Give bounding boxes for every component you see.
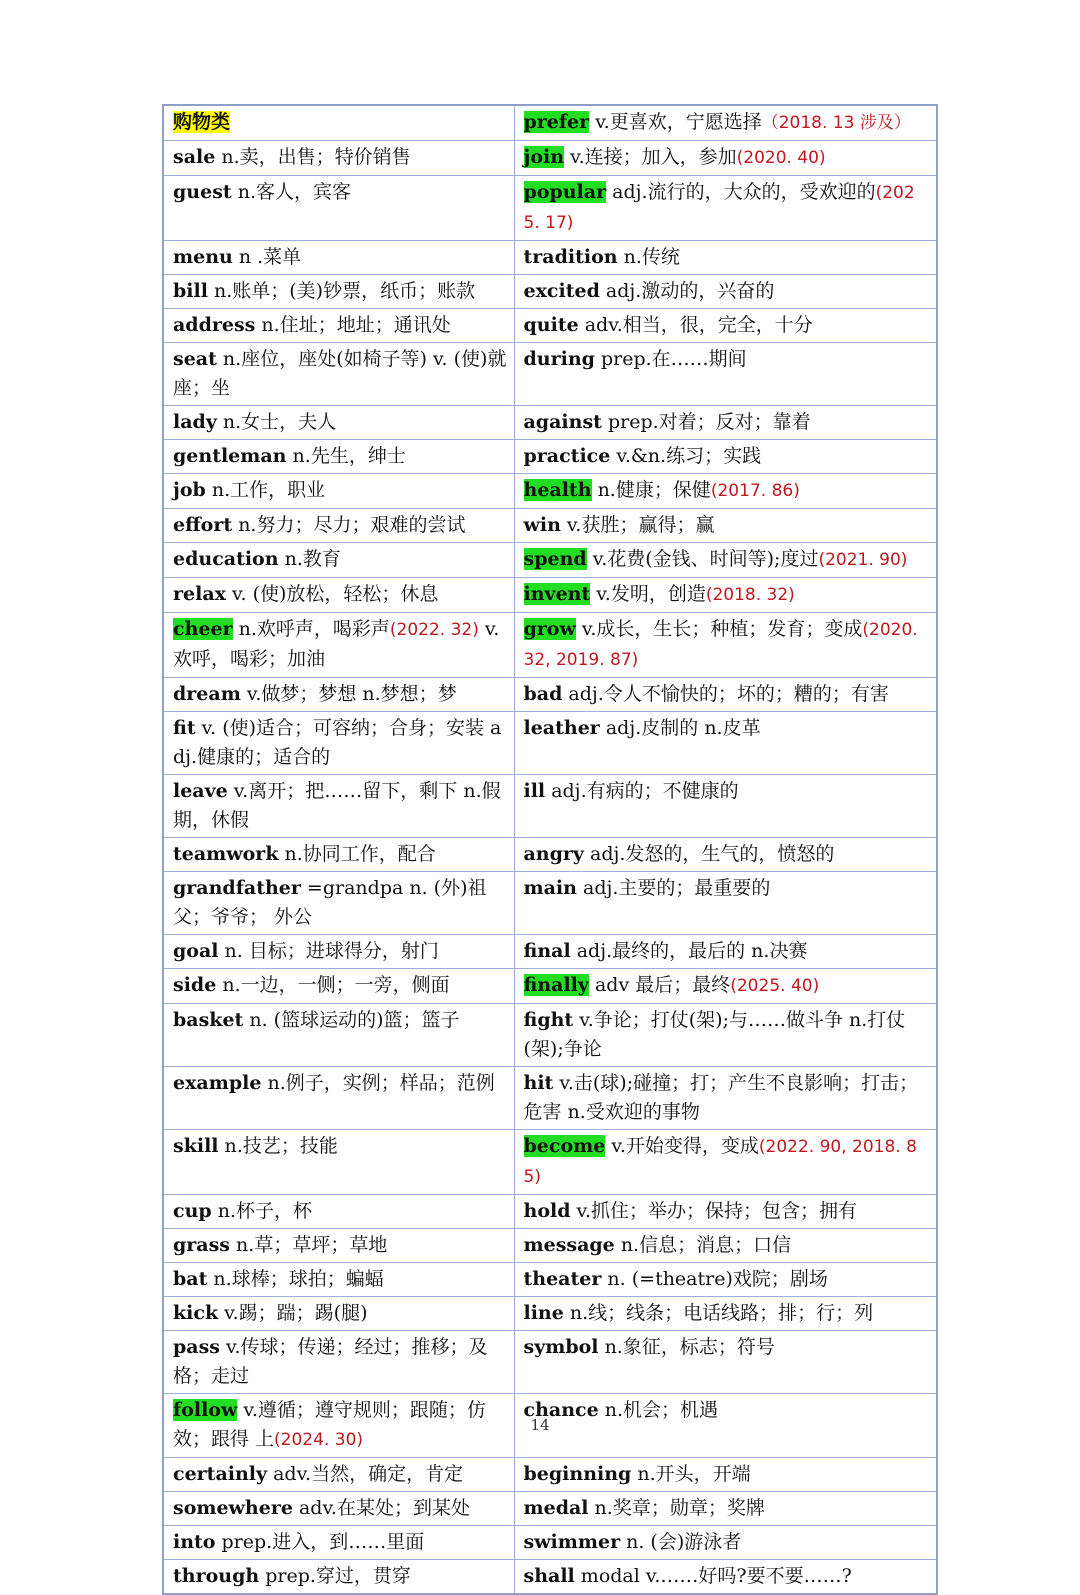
table-row bbox=[163, 241, 937, 275]
exam-reference: （2018. 13 涉及） bbox=[761, 113, 911, 133]
vocab-definition: n.信息；消息；口信 bbox=[614, 1234, 792, 1256]
vocab-definition: n.开头，开端 bbox=[631, 1463, 751, 1485]
vocab-definition: v.传球；传递；经过；推移；及格；走过 bbox=[173, 1336, 488, 1387]
vocab-entry-cell bbox=[514, 775, 937, 838]
vocab-word: symbol bbox=[523, 1336, 599, 1358]
highlighted-term: spend bbox=[523, 548, 587, 570]
vocab-entry-cell bbox=[514, 509, 937, 543]
table-row bbox=[163, 775, 937, 838]
vocab-entry-cell bbox=[514, 935, 937, 969]
vocab-word: line bbox=[523, 1302, 564, 1324]
vocab-definition: n. (=theatre)戏院；剧场 bbox=[601, 1268, 828, 1290]
vocab-definition: v.&n.练习；实践 bbox=[610, 445, 762, 467]
exam-reference: (2021. 90) bbox=[818, 550, 908, 570]
vocab-word: theater bbox=[523, 1268, 602, 1290]
exam-reference: (2020. 32, 2019. 87) bbox=[523, 620, 918, 670]
vocab-entry-cell bbox=[514, 1067, 937, 1130]
vocab-definition: n.技艺；技能 bbox=[218, 1135, 338, 1157]
exam-reference: (2022. 90, 2018. 85) bbox=[523, 1137, 917, 1187]
vocab-entry-cell bbox=[514, 613, 937, 678]
table-row bbox=[163, 543, 937, 578]
vocab-definition: n.座位，座处(如椅子等) v. (使)就座；坐 bbox=[173, 348, 507, 399]
vocab-definition: n.机会；机遇 bbox=[598, 1399, 718, 1421]
vocab-word: message bbox=[523, 1234, 615, 1256]
table-row bbox=[163, 838, 937, 872]
table-row bbox=[163, 1331, 937, 1394]
vocab-entry-cell bbox=[514, 343, 937, 406]
vocab-definition: v. (使)适合；可容纳；合身；安装 adj.健康的；适合的 bbox=[173, 717, 502, 768]
vocab-word: pass bbox=[173, 1336, 220, 1358]
vocab-definition: v.发明，创造 bbox=[590, 583, 706, 605]
vocab-word: guest bbox=[173, 181, 232, 203]
vocab-definition: modal v.……好吗?要不要……? bbox=[574, 1565, 852, 1587]
vocab-definition: v. (使)放松，轻松；休息 bbox=[225, 583, 439, 605]
vocab-definition: prep.穿过，贯穿 bbox=[259, 1565, 411, 1587]
vocab-word: swimmer bbox=[523, 1531, 621, 1553]
vocab-definition: n.住址；地址；通讯处 bbox=[255, 314, 451, 336]
vocab-entry-cell bbox=[163, 1195, 514, 1229]
vocab-entry-cell bbox=[514, 1263, 937, 1297]
table-row bbox=[163, 935, 937, 969]
vocab-definition: n. (会)游泳者 bbox=[620, 1531, 742, 1553]
vocab-definition: adv.当然，确定，肯定 bbox=[267, 1463, 464, 1485]
vocab-word: address bbox=[173, 314, 256, 336]
highlighted-term: grow bbox=[523, 618, 576, 640]
vocab-word: job bbox=[173, 479, 206, 501]
vocab-definition: adj.发怒的，生气的，愤怒的 bbox=[583, 843, 835, 865]
vocab-word: seat bbox=[173, 348, 217, 370]
vocab-definition: v.抓住；举办；保持；包含；拥有 bbox=[570, 1200, 858, 1222]
vocab-entry-cell bbox=[514, 176, 937, 241]
vocab-entry-cell bbox=[163, 1526, 514, 1560]
table-row bbox=[163, 406, 937, 440]
vocab-entry-cell bbox=[163, 141, 514, 176]
vocab-word: grandfather bbox=[173, 877, 301, 899]
vocab-entry-cell bbox=[514, 969, 937, 1004]
exam-reference: (2020. 40) bbox=[736, 148, 826, 168]
table-row bbox=[163, 309, 937, 343]
vocab-entry-cell bbox=[163, 509, 514, 543]
highlighted-term: health bbox=[523, 479, 592, 501]
vocab-word: quite bbox=[523, 314, 579, 336]
page-number: 14 bbox=[530, 1416, 550, 1434]
vocab-word: chance bbox=[523, 1399, 599, 1421]
vocab-entry-cell bbox=[163, 969, 514, 1004]
vocab-definition: adv.在某处；到某处 bbox=[292, 1497, 470, 1519]
vocab-entry-cell bbox=[514, 1458, 937, 1492]
vocab-definition: adj.最终的，最后的 n.决赛 bbox=[570, 940, 808, 962]
table-row bbox=[163, 176, 937, 241]
vocab-definition: n.客人，宾客 bbox=[231, 181, 351, 203]
vocab-word: fight bbox=[523, 1009, 574, 1031]
vocab-definition: adj.有病的；不健康的 bbox=[545, 780, 739, 802]
vocab-entry-cell bbox=[514, 1229, 937, 1263]
table-row bbox=[163, 1297, 937, 1331]
table-row bbox=[163, 1229, 937, 1263]
vocab-entry-cell bbox=[163, 935, 514, 969]
vocab-word: shall bbox=[523, 1565, 575, 1587]
vocab-word: relax bbox=[173, 583, 226, 605]
vocab-entry-cell bbox=[514, 275, 937, 309]
vocab-word: bad bbox=[523, 683, 563, 705]
table-row bbox=[163, 872, 937, 935]
vocab-entry-cell bbox=[163, 578, 514, 613]
vocab-definition: v.开始变得，变成 bbox=[605, 1135, 759, 1157]
vocab-entry-cell bbox=[514, 1492, 937, 1526]
vocab-word: dream bbox=[173, 683, 241, 705]
vocab-entry-cell bbox=[514, 1195, 937, 1229]
vocab-entry-cell bbox=[514, 838, 937, 872]
vocab-entry-cell bbox=[514, 105, 937, 141]
vocab-definition: n.女士，夫人 bbox=[216, 411, 337, 433]
vocab-definition: adj.令人不愉快的；坏的；糟的；有害 bbox=[562, 683, 889, 705]
table-row bbox=[163, 613, 937, 678]
vocab-definition: n.工作，职业 bbox=[205, 479, 326, 501]
vocab-word: leather bbox=[523, 717, 600, 739]
vocab-word: kick bbox=[173, 1302, 219, 1324]
highlighted-term: invent bbox=[523, 583, 591, 605]
vocab-definition: prep.进入，到……里面 bbox=[215, 1531, 425, 1553]
vocab-entry-cell bbox=[163, 712, 514, 775]
vocab-entry-cell bbox=[514, 1297, 937, 1331]
vocab-entry-cell bbox=[514, 406, 937, 440]
vocab-entry-cell bbox=[163, 838, 514, 872]
table-row bbox=[163, 509, 937, 543]
table-row bbox=[163, 1067, 937, 1130]
vocab-entry-cell bbox=[163, 1004, 514, 1067]
vocab-definition: adj.流行的，大众的，受欢迎的 bbox=[606, 181, 876, 203]
vocab-entry-cell bbox=[163, 1560, 514, 1595]
vocab-word: menu bbox=[173, 246, 233, 268]
vocab-entry-cell bbox=[163, 678, 514, 712]
vocab-word: gentleman bbox=[173, 445, 287, 467]
table-row bbox=[163, 678, 937, 712]
highlighted-term: prefer bbox=[523, 111, 590, 133]
exam-reference: (2017. 86) bbox=[710, 481, 800, 501]
vocab-word: skill bbox=[173, 1135, 219, 1157]
vocab-definition: v.击(球);碰撞；打；产生不良影响；打击；危害 n.受欢迎的事物 bbox=[523, 1072, 919, 1123]
vocab-definition: adv 最后；最终 bbox=[588, 974, 731, 996]
vocab-definition: prep.在……期间 bbox=[594, 348, 747, 370]
vocab-word: effort bbox=[173, 514, 233, 536]
vocab-word: excited bbox=[523, 280, 600, 302]
vocab-definition: n .菜单 bbox=[232, 246, 302, 268]
vocab-entry-cell bbox=[514, 712, 937, 775]
vocabulary-table bbox=[162, 104, 938, 1595]
highlighted-term: join bbox=[523, 146, 565, 168]
vocab-word: education bbox=[173, 548, 279, 570]
exam-reference: (2025. 17) bbox=[523, 183, 915, 233]
vocab-definition: n.传统 bbox=[617, 246, 680, 268]
vocab-word: main bbox=[523, 877, 577, 899]
highlighted-term: become bbox=[523, 1135, 606, 1157]
vocab-entry-cell bbox=[163, 775, 514, 838]
vocab-definition: n.线；线条；电话线路；排；行；列 bbox=[563, 1302, 874, 1324]
table-row bbox=[163, 578, 937, 613]
highlighted-term: popular bbox=[523, 181, 607, 203]
vocab-definition: n.象征，标志；符号 bbox=[598, 1336, 775, 1358]
vocab-entry-cell bbox=[163, 406, 514, 440]
vocab-entry-cell bbox=[514, 1004, 937, 1067]
vocab-entry-cell bbox=[514, 578, 937, 613]
vocab-word: beginning bbox=[523, 1463, 632, 1485]
vocab-word: grass bbox=[173, 1234, 230, 1256]
vocab-word: cup bbox=[173, 1200, 212, 1222]
vocab-word: hold bbox=[523, 1200, 571, 1222]
vocab-word: basket bbox=[173, 1009, 244, 1031]
table-row bbox=[163, 105, 937, 141]
vocab-definition: v.争论；打仗(架);与……做斗争 n.打仗(架);争论 bbox=[523, 1009, 906, 1060]
vocab-entry-cell bbox=[163, 1492, 514, 1526]
vocab-definition: adj.主要的；最重要的 bbox=[576, 877, 771, 899]
vocab-definition: n.健康；保健 bbox=[591, 479, 711, 501]
vocab-word: win bbox=[523, 514, 561, 536]
vocab-entry-cell bbox=[163, 1263, 514, 1297]
vocab-definition: v.连接；加入，参加 bbox=[564, 146, 737, 168]
vocab-entry-cell bbox=[163, 1458, 514, 1492]
table-row bbox=[163, 275, 937, 309]
table-row bbox=[163, 141, 937, 176]
vocab-word: side bbox=[173, 974, 217, 996]
vocab-word: sale bbox=[173, 146, 216, 168]
vocab-definition: n.努力；尽力；艰难的尝试 bbox=[232, 514, 466, 536]
vocab-definition: v.做梦；梦想 n.梦想；梦 bbox=[240, 683, 457, 705]
table-row bbox=[163, 474, 937, 509]
vocab-entry-cell bbox=[514, 678, 937, 712]
vocab-definition: n.账单；(美)钞票，纸币；账款 bbox=[207, 280, 476, 302]
vocab-word: bat bbox=[173, 1268, 208, 1290]
vocab-definition: n.杯子，杯 bbox=[211, 1200, 312, 1222]
vocab-entry-cell bbox=[514, 543, 937, 578]
vocab-definition: n.卖，出售；特价销售 bbox=[215, 146, 411, 168]
vocab-word: hit bbox=[523, 1072, 554, 1094]
vocab-definition: prep.对着；反对；靠着 bbox=[601, 411, 811, 433]
vocab-definition: adj.激动的，兴奋的 bbox=[599, 280, 775, 302]
vocab-word: certainly bbox=[173, 1463, 268, 1485]
vocab-definition: n. 目标；进球得分，射门 bbox=[218, 940, 439, 962]
vocab-word: angry bbox=[523, 843, 584, 865]
vocab-word: during bbox=[523, 348, 595, 370]
vocab-entry-cell bbox=[163, 1130, 514, 1195]
vocab-definition: n.协同工作，配合 bbox=[278, 843, 436, 865]
vocab-definition: =grandpa n. (外)祖父；爷爷； 外公 bbox=[173, 877, 487, 928]
vocab-entry-cell bbox=[163, 105, 514, 141]
vocab-word: through bbox=[173, 1565, 260, 1587]
vocab-entry-cell bbox=[163, 474, 514, 509]
vocab-definition: v.获胜；赢得；赢 bbox=[560, 514, 715, 536]
table-row bbox=[163, 1263, 937, 1297]
vocab-definition: n.欢呼声，喝彩声 bbox=[232, 618, 390, 640]
vocab-definition: v.更喜欢，宁愿选择 bbox=[589, 111, 762, 133]
table-row bbox=[163, 712, 937, 775]
vocab-entry-cell bbox=[163, 1297, 514, 1331]
table-row bbox=[163, 969, 937, 1004]
table-row bbox=[163, 1195, 937, 1229]
vocab-entry-cell bbox=[163, 872, 514, 935]
exam-reference: (2025. 40) bbox=[730, 976, 820, 996]
vocab-entry-cell bbox=[514, 440, 937, 474]
vocab-definition: v.踢；踹；踢(腿) bbox=[218, 1302, 368, 1324]
vocab-entry-cell bbox=[163, 309, 514, 343]
vocab-word: final bbox=[523, 940, 571, 962]
vocab-entry-cell bbox=[163, 613, 514, 678]
vocab-definition: n.球棒；球拍；蝙蝠 bbox=[207, 1268, 384, 1290]
vocab-entry-cell bbox=[163, 1229, 514, 1263]
table-row bbox=[163, 343, 937, 406]
table-row bbox=[163, 1526, 937, 1560]
vocab-word: goal bbox=[173, 940, 219, 962]
vocab-entry-cell bbox=[514, 872, 937, 935]
vocab-entry-cell bbox=[514, 1331, 937, 1394]
table-row bbox=[163, 1130, 937, 1195]
vocab-entry-cell bbox=[514, 1130, 937, 1195]
vocab-entry-cell bbox=[514, 1526, 937, 1560]
vocab-entry-cell bbox=[514, 474, 937, 509]
vocab-definition: n.教育 bbox=[278, 548, 341, 570]
vocab-word: example bbox=[173, 1072, 262, 1094]
vocab-definition: n.一边，一侧；一旁，侧面 bbox=[216, 974, 450, 996]
vocab-definition-extra: v.欢呼，喝彩；加油 bbox=[173, 618, 500, 670]
vocab-entry-cell bbox=[163, 1331, 514, 1394]
vocab-definition: v.离开；把……留下，剩下 n.假期，休假 bbox=[173, 780, 501, 831]
vocab-definition: adv.相当，很，完全，十分 bbox=[578, 314, 813, 336]
vocab-definition: n.草；草坪；草地 bbox=[230, 1234, 388, 1256]
table-row bbox=[163, 1004, 937, 1067]
vocab-word: lady bbox=[173, 411, 217, 433]
exam-reference: (2018. 32) bbox=[705, 585, 795, 605]
vocab-definition: n. (篮球运动的)篮；篮子 bbox=[243, 1009, 460, 1031]
table-row bbox=[163, 440, 937, 474]
table-row bbox=[163, 1560, 937, 1595]
vocab-entry-cell bbox=[163, 241, 514, 275]
exam-reference: (2022. 32) bbox=[389, 620, 479, 640]
highlighted-term: 购物类 bbox=[173, 111, 231, 133]
vocab-word: tradition bbox=[523, 246, 618, 268]
vocab-definition: adj.皮制的 n.皮革 bbox=[599, 717, 761, 739]
vocab-word: medal bbox=[523, 1497, 589, 1519]
vocab-word: leave bbox=[173, 780, 228, 802]
highlighted-term: cheer bbox=[173, 618, 233, 640]
exam-reference: (2024. 30) bbox=[274, 1430, 364, 1450]
vocab-entry-cell bbox=[163, 440, 514, 474]
vocab-entry-cell bbox=[514, 141, 937, 176]
vocab-entry-cell bbox=[163, 543, 514, 578]
vocab-entry-cell bbox=[514, 309, 937, 343]
vocab-entry-cell bbox=[514, 1560, 937, 1595]
vocab-definition: n.先生，绅士 bbox=[286, 445, 406, 467]
vocab-entry-cell bbox=[514, 241, 937, 275]
vocab-word: fit bbox=[173, 717, 196, 739]
vocab-definition: n.奖章；勋章；奖牌 bbox=[588, 1497, 765, 1519]
vocab-word: against bbox=[523, 411, 602, 433]
vocab-word: somewhere bbox=[173, 1497, 293, 1519]
highlighted-term: follow bbox=[173, 1399, 238, 1421]
vocab-definition: v.遵循；遵守规则；跟随；仿效；跟得 上 bbox=[173, 1399, 486, 1450]
vocab-word: into bbox=[173, 1531, 216, 1553]
vocab-entry-cell bbox=[163, 343, 514, 406]
table-row bbox=[163, 1492, 937, 1526]
table-row bbox=[163, 1458, 937, 1492]
vocab-entry-cell bbox=[163, 1067, 514, 1130]
vocab-entry-cell bbox=[163, 176, 514, 241]
vocab-word: bill bbox=[173, 280, 208, 302]
vocab-word: practice bbox=[523, 445, 611, 467]
highlighted-term: finally bbox=[523, 974, 589, 996]
vocab-word: teamwork bbox=[173, 843, 279, 865]
vocab-word: ill bbox=[523, 780, 546, 802]
vocab-definition: v.花费(金钱、时间等);度过 bbox=[586, 548, 819, 570]
vocabulary-table-body bbox=[163, 105, 937, 1594]
vocab-definition: n.例子，实例；样品；范例 bbox=[261, 1072, 495, 1094]
vocab-definition: v.成长，生长；种植；发育；变成 bbox=[575, 618, 863, 640]
vocab-entry-cell bbox=[163, 275, 514, 309]
